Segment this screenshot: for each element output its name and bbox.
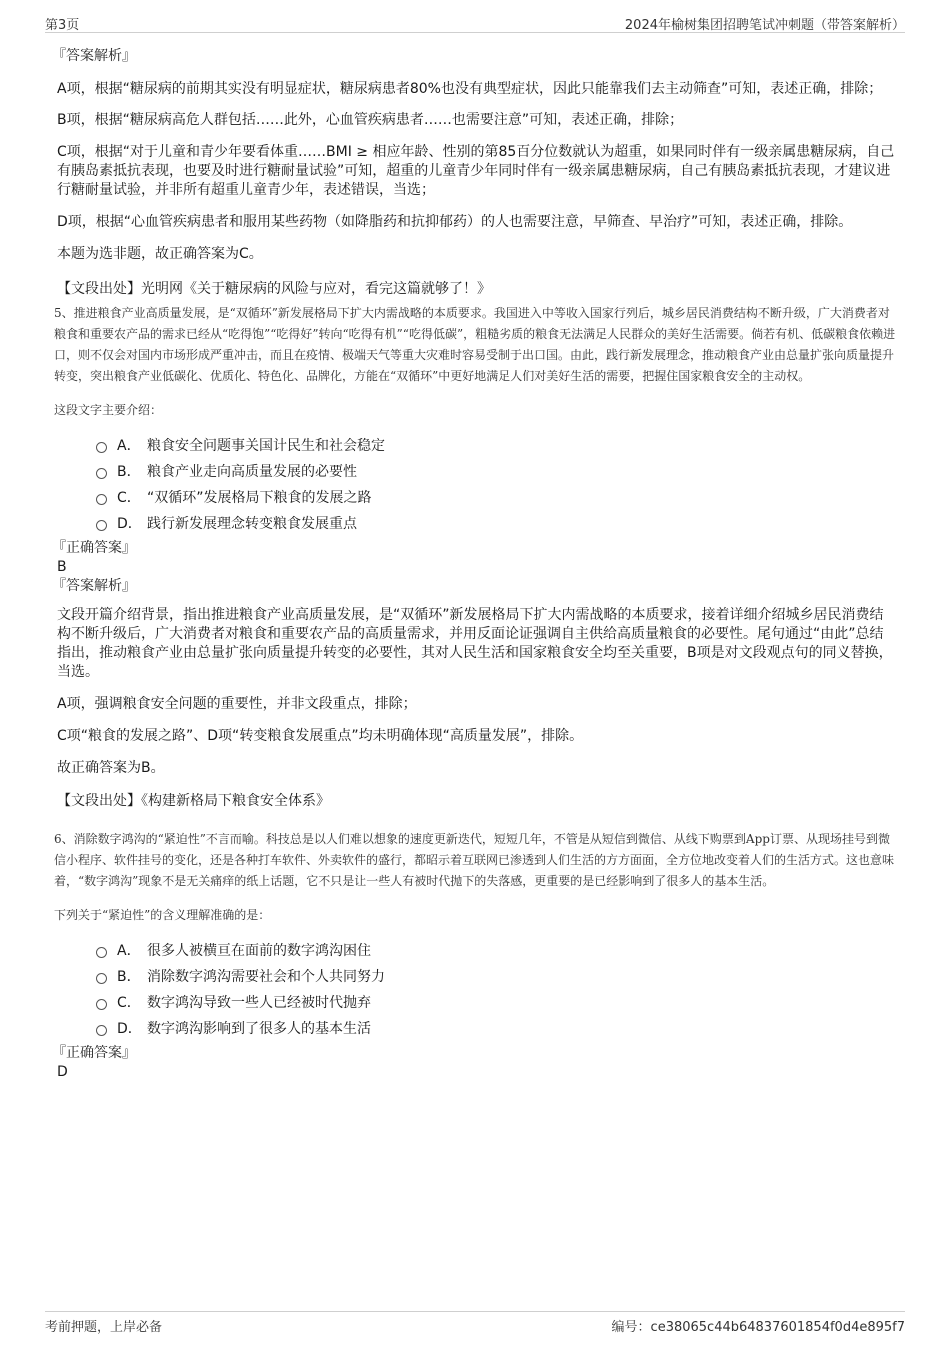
analysis-label: 『答案解析』 [52, 578, 136, 594]
analysis-paragraph: B项，根据“糖尿病高危人群包括……此外，心血管疾病患者……也需要注意”可知，表述正确，排除； [57, 112, 684, 128]
option-b[interactable] [96, 963, 897, 989]
option-c[interactable] [96, 989, 897, 1015]
question-5-prompt: 这段文字主要介绍： [54, 403, 163, 417]
analysis-conclusion: 故正确答案为B。 [57, 760, 165, 776]
option-text: 很多人被横亘在面前的数字鸿沟困住 [147, 943, 371, 959]
option-letter: B． [117, 464, 141, 480]
option-letter: A． [117, 438, 141, 454]
radio-button[interactable] [96, 520, 107, 531]
analysis-conclusion: 本题为选非题，故正确答案为C。 [57, 246, 263, 262]
page-number: 第3页 [45, 18, 80, 33]
option-text: 数字鸿沟导致一些人已经被时代抛弃 [147, 995, 371, 1011]
option-text: 粮食安全问题事关国计民生和社会稳定 [147, 438, 385, 454]
radio-button[interactable] [96, 1025, 107, 1036]
radio-button[interactable] [96, 494, 107, 505]
option-text: “双循环”发展格局下粮食的发展之路 [147, 490, 372, 506]
option-text: 消除数字鸿沟需要社会和个人共同努力 [147, 969, 385, 985]
doc-title: 2024年榆树集团招聘笔试冲刺题（带答案解析） [624, 18, 905, 33]
page-footer [45, 1311, 905, 1334]
analysis-paragraph: A项，根据“糖尿病的前期其实没有明显症状，糖尿病患者80%也没有典型症状，因此只能靠我们去主动筛查”可知，表述正确，排除； [57, 81, 883, 97]
question-5-text: 5、推进粮食产业高质量发展，是“双循环”新发展格局下扩大内需战略的本质要求。我国进入中等收入国家行列后，城乡居民消费结构不断升级，广大消费者对粮食和重要农产品的需求已经从“吃得饱”“吃得好”转向“吃得有机”“吃得低碳”，粗糙劣质的粮食无法满足人民群众的美好生活需要。倘若有机、低碳粮食依赖进口，则不仅会对国内市场形成严重冲击，而且在疫情、极端天气等重大灾难时容易受制于出口国。由此，践行新发展理念，推动粮食产业由总量扩张向质量提升转变，突出粮食产业低碳化、优质化、特色化、品牌化，方能在“双循环”中更好地满足人们对美好生活的需要，把握住国家粮食安全的主动权。 [54, 306, 896, 383]
option-a[interactable] [96, 432, 897, 458]
question-6-options [52, 937, 897, 1041]
analysis-paragraph: C项“粮食的发展之路”、D项“转变粮食发展重点”均未明确体现“高质量发展”，排除。 [57, 728, 584, 744]
option-c[interactable] [96, 484, 897, 510]
option-letter: B． [117, 969, 141, 985]
option-letter: C． [117, 995, 141, 1011]
radio-button[interactable] [96, 442, 107, 453]
page-content [52, 46, 897, 1081]
analysis-label: 『答案解析』 [52, 48, 136, 64]
analysis-paragraph: C项，根据“对于儿童和青少年要看体重……BMI ≥ 相应年龄、性别的第85百分位数就认为超重，如果同时伴有一级亲属患糖尿病，自己有胰岛素抵抗表现，也要及时进行糖耐量试验”可知，超重的儿童青少年同时伴有一级亲属患糖尿病，自己有胰岛素抵抗表现，才建议进行糖耐量试验，并非所有超重儿童青少年，表述错误，当选； [57, 144, 895, 198]
option-letter: D． [117, 516, 142, 532]
question-5-options [52, 432, 897, 536]
footer-slogan: 考前押题，上岸必备 [45, 1320, 163, 1335]
option-letter: A． [117, 943, 141, 959]
option-text: 粮食产业走向高质量发展的必要性 [147, 464, 357, 480]
option-a[interactable] [96, 937, 897, 963]
question-6-text: 6、消除数字鸿沟的“紧迫性”不言而喻。科技总是以人们难以想象的速度更新迭代，短短几年，不管是从短信到微信、从线下购票到App订票、从现场挂号到微信小程序、软件挂号的变化，还是各种打车软件、外卖软件的盛行，都昭示着互联网已渗透到人们生活的方方面面，全方位地改变着人们的生活方式。这也意味着，“数字鸿沟”现象不是无关痛痒的纸上话题，它不只是让一些人有被时代抛下的失落感，更重要的是已经影响到了很多人的基本生活。 [54, 832, 895, 888]
option-d[interactable] [96, 1015, 897, 1041]
document-code: 编号：ce38065c44b64837601854f0d4e895f7 [611, 1320, 905, 1335]
option-d[interactable] [96, 510, 897, 536]
analysis-paragraph: 文段开篇介绍背景，指出推进粮食产业高质量发展，是“双循环”新发展格局下扩大内需战略的本质要求，接着详细介绍城乡居民消费结构不断升级后，广大消费者对粮食和重要农产品的高质量需求，并用反面论证强调自主供给高质量粮食的必要性。尾句通过“由此”总结指出，推动粮食产业由总量扩张向质量提升转变的必要性，其对人民生活和国家粮食安全均至关重要，B项是对文段观点句的同义替换，当选。 [57, 607, 893, 680]
option-b[interactable] [96, 458, 897, 484]
analysis-paragraph: A项，强调粮食安全问题的重要性，并非文段重点，排除； [57, 696, 417, 712]
option-letter: D． [117, 1021, 142, 1037]
page-header [45, 12, 905, 33]
radio-button[interactable] [96, 468, 107, 479]
option-letter: C． [117, 490, 141, 506]
option-text: 数字鸿沟影响到了很多人的基本生活 [147, 1021, 371, 1037]
analysis-paragraph: D项，根据“心血管疾病患者和服用某些药物（如降脂药和抗抑郁药）的人也需要注意，早筛查、早治疗”可知，表述正确，排除。 [57, 214, 853, 230]
source-citation: 【文段出处】光明网《关于糖尿病的风险与应对，看完这篇就够了！》 [57, 281, 491, 297]
source-citation: 【文段出处】《构建新格局下粮食安全体系》 [57, 793, 330, 809]
option-text: 践行新发展理念转变粮食发展重点 [147, 516, 357, 532]
question-6-prompt: 下列关于“紧迫性”的含义理解准确的是： [54, 908, 271, 922]
correct-answer-value: D [57, 1064, 68, 1080]
radio-button[interactable] [96, 947, 107, 958]
radio-button[interactable] [96, 999, 107, 1010]
correct-answer-label: 『正确答案』 [52, 1045, 136, 1061]
correct-answer-value: B [57, 559, 67, 575]
correct-answer-label: 『正确答案』 [52, 540, 136, 556]
radio-button[interactable] [96, 973, 107, 984]
